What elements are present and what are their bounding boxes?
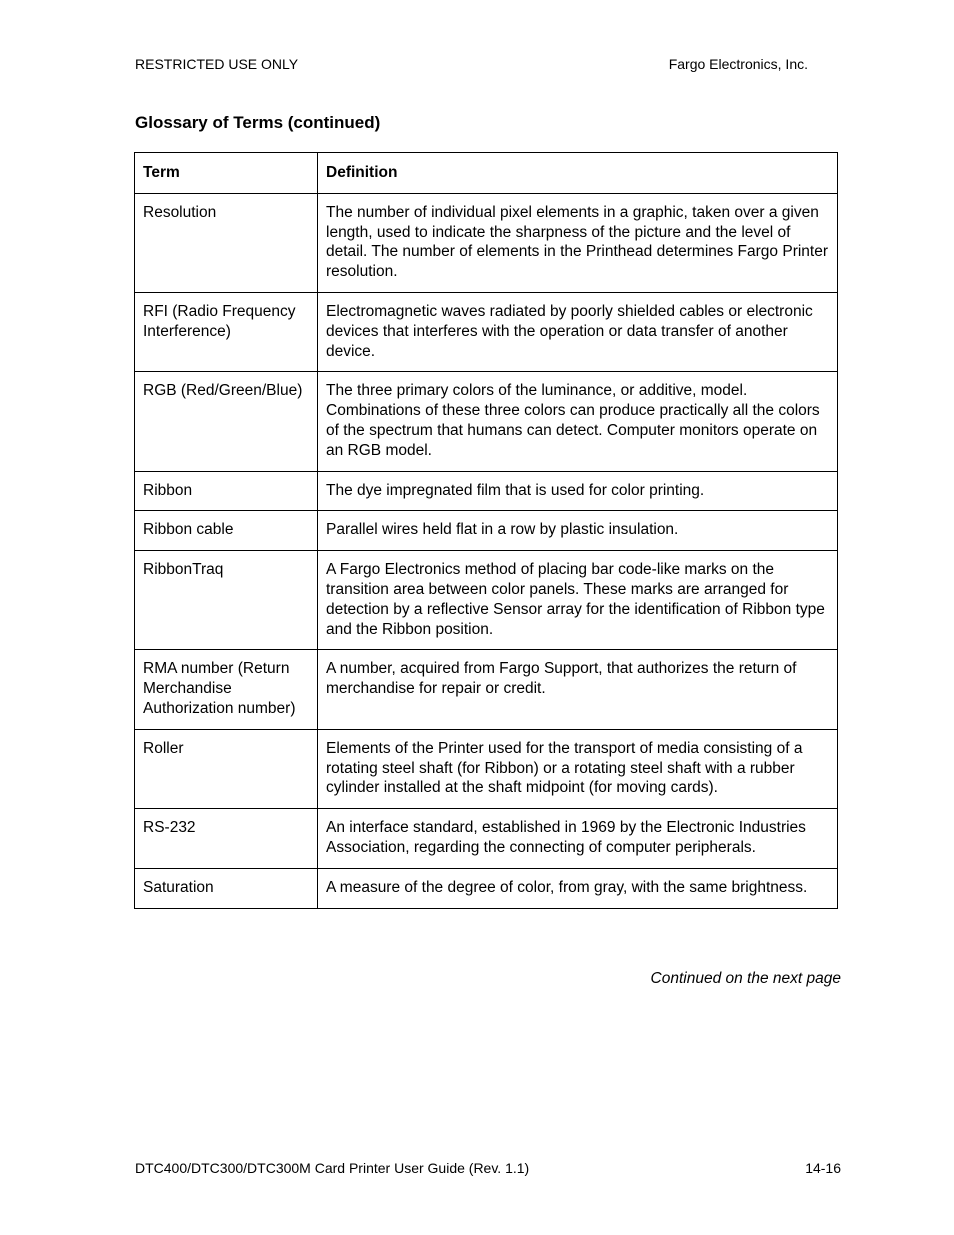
table-row [135,372,838,471]
definition-cell: A Fargo Electronics method of placing bar code-like marks on the transition area between color panels. These marks are arranged for detection by a reflective Sensor array for the identification of Ribbon type and the Ribbon position. [318,551,838,650]
table-row [135,868,838,908]
term-cell: RibbonTraq [135,551,318,650]
term-cell: RGB (Red/Green/Blue) [135,372,318,471]
definition-cell: The number of individual pixel elements in a graphic, taken over a given length, used to indicate the sharpness of the picture and the level of detail. The number of elements in the Printhead determines Fargo Printer resolution. [318,193,838,292]
term-cell: Roller [135,729,318,808]
table-row [135,729,838,808]
table-row [135,471,838,511]
definition-cell: Parallel wires held flat in a row by plastic insulation. [318,511,838,551]
table-row [135,809,838,869]
table-row [135,292,838,371]
definition-cell: The dye impregnated film that is used for color printing. [318,471,838,511]
column-header-term: Term [135,153,318,194]
table-row [135,193,838,292]
footer-page-number: 14-16 [805,1160,841,1176]
table-row [135,551,838,650]
definition-cell: The three primary colors of the luminance, or additive, model. Combinations of these three colors can produce practically all the colors of the spectrum that humans can detect. Computer monitors operate on an RGB model. [318,372,838,471]
header-left: RESTRICTED USE ONLY [135,56,299,72]
table-row [135,511,838,551]
definition-cell: Elements of the Printer used for the transport of media consisting of a rotating steel shaft (for Ribbon) or a rotating steel shaft with a rubber cylinder installed at the shaft midpoint (for moving cards). [318,729,838,808]
page-title: Glossary of Terms (continued) [135,113,381,132]
definition-cell: Electromagnetic waves radiated by poorly shielded cables or electronic devices that interferes with the operation or data transfer of another device. [318,292,838,371]
term-cell: Saturation [135,868,318,908]
header-right: Fargo Electronics, Inc. [668,56,808,72]
term-cell: Resolution [135,193,318,292]
term-cell: RFI (Radio Frequency Interference) [135,292,318,371]
definition-cell: A measure of the degree of color, from gray, with the same brightness. [318,868,838,908]
column-header-definition: Definition [318,153,838,194]
definition-cell: A number, acquired from Fargo Support, that authorizes the return of merchandise for repair or credit. [318,650,838,729]
term-cell: Ribbon cable [135,511,318,551]
table-header-row [135,153,838,194]
term-cell: RS-232 [135,809,318,869]
table-row [135,650,838,729]
footer-document-title: DTC400/DTC300/DTC300M Card Printer User Guide (Rev. 1.1) [135,1160,530,1176]
term-cell: Ribbon [135,471,318,511]
glossary-table [134,152,838,909]
definition-cell: An interface standard, established in 1969 by the Electronic Industries Association, regarding the connecting of computer peripherals. [318,809,838,869]
term-cell: RMA number (Return Merchandise Authorization number) [135,650,318,729]
continued-note: Continued on the next page [650,970,841,987]
